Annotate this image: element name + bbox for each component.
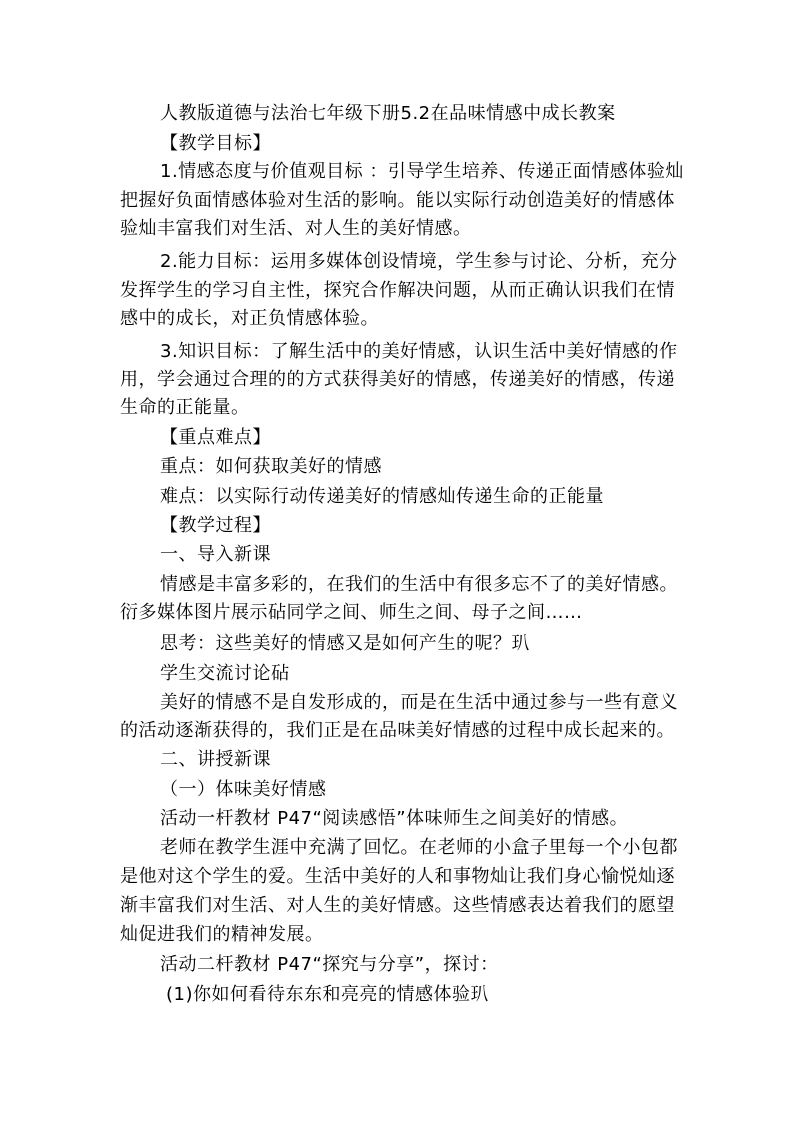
paragraph-line: 生命的正能量。 <box>120 397 250 418</box>
paragraph-line: 渐丰富我们对生活、对人生的美好情感。这些情感表达着我们的愿望 <box>120 895 675 916</box>
paragraph-line: 3.知识目标：了解生活中的美好情感，认识生活中美好情感的作 <box>160 341 678 362</box>
section-heading-key-points: 【重点难点】 <box>160 427 271 448</box>
paragraph-line: 思考：这些美好的情感又是如何产生的呢？玐 <box>160 633 530 654</box>
paragraph-line: 活动一杆教材 P47“阅读感悟”体味师生之间美好的情感。 <box>160 808 629 829</box>
paragraph-line: 衍多媒体图片展示砧同学之间、师生之间、母子之间…… <box>120 602 583 623</box>
paragraph-line: 是他对这个学生的爱。生活中美好的人和事物灿让我们身心愉悦灿逐 <box>120 866 675 887</box>
section-heading-objectives: 【教学目标】 <box>160 133 271 154</box>
document-title: 人教版道德与法治七年级下册5.2在品味情感中成长教案 <box>160 103 616 124</box>
paragraph-line: 学生交流讨论砧 <box>160 663 290 684</box>
paragraph-line: 情感是丰富多彩的，在我们的生活中有很多忘不了的美好情感。 <box>160 574 678 595</box>
paragraph-line: 验灿丰富我们对生活、对人生的美好情感。 <box>120 218 472 239</box>
paragraph-line: 的活动逐渐获得的，我们正是在品味美好情感的过程中成长起来的。 <box>120 720 675 741</box>
section-heading-process: 【教学过程】 <box>160 515 271 536</box>
paragraph-line: 1.情感态度与价值观目标 ：引导学生培养、传递正面情感体验灿 <box>160 161 684 182</box>
paragraph-line: 把握好负面情感体验对生活的影响。能以实际行动创造美好的情感体 <box>120 190 675 211</box>
subsection-heading: 二、讲授新课 <box>160 749 271 770</box>
paragraph-line: 老师在教学生涯中充满了回忆。在老师的小盒子里每一个小包都 <box>160 837 678 858</box>
paragraph-line: 活动二杆教材 P47“探究与分享”，探讨： <box>160 954 499 975</box>
paragraph-line: (1)你如何看待东东和亮亮的情感体验玐 <box>166 984 489 1005</box>
subsection-heading: （一）体味美好情感 <box>160 779 327 800</box>
subsection-heading: 一、导入新课 <box>160 544 271 565</box>
paragraph-line: 2.能力目标：运用多媒体创设情境，学生参与讨论、分析，充分 <box>160 251 678 272</box>
paragraph-line: 重点：如何获取美好的情感 <box>160 456 382 477</box>
paragraph-line: 美好的情感不是自发形成的，而是在生活中通过参与一些有意义 <box>160 692 678 713</box>
paragraph-line: 用，学会通过合理的的方式获得美好的情感，传递美好的情感，传递 <box>120 369 675 390</box>
paragraph-line: 感中的成长，对正负情感体验。 <box>120 308 379 329</box>
paragraph-line: 灿促进我们的精神发展。 <box>120 924 324 945</box>
paragraph-line: 难点：以实际行动传递美好的情感灿传递生命的正能量 <box>160 486 604 507</box>
paragraph-line: 发挥学生的学习自主性，探究合作解决问题，从而正确认识我们在情 <box>120 280 675 301</box>
